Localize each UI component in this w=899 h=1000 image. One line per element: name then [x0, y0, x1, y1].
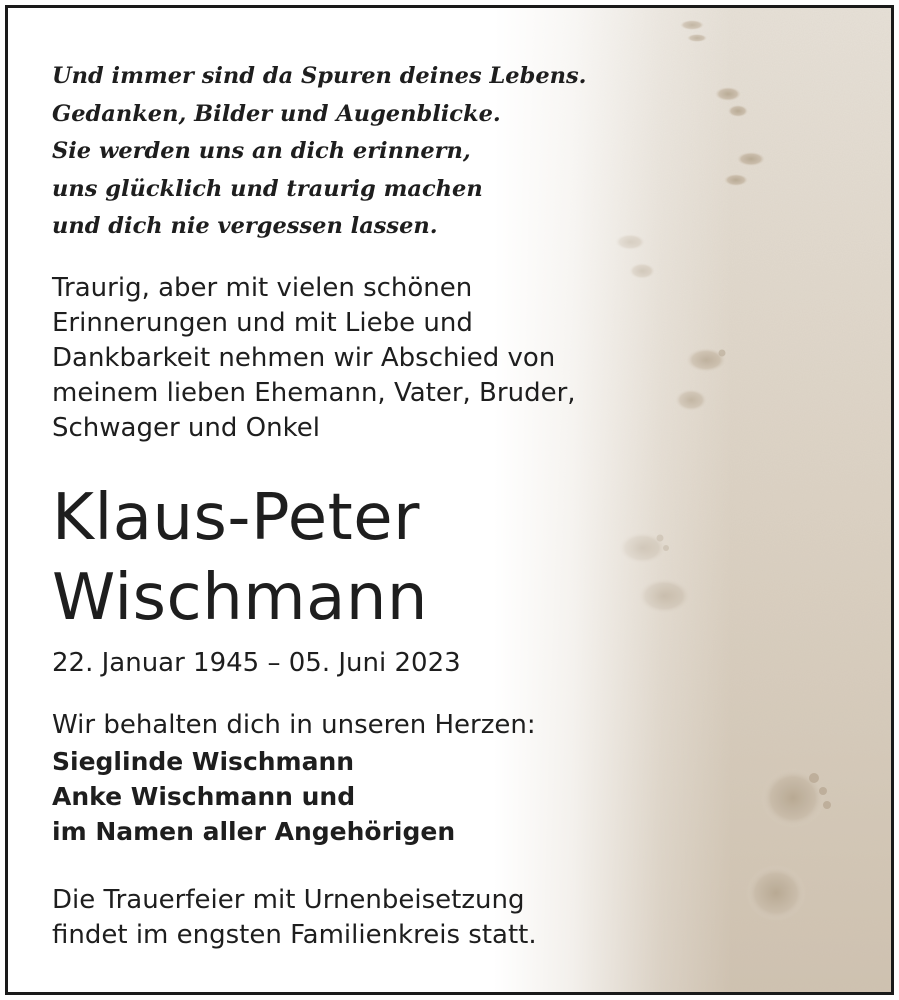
obituary-card	[5, 5, 894, 995]
mourners-list	[52, 744, 455, 849]
mourner-name: im Namen aller Angehörigen	[52, 817, 456, 846]
poem-line: Gedanken, Bilder und Augenblicke.	[52, 100, 501, 127]
funeral-line: findet im engsten Familienkreis statt.	[52, 920, 537, 950]
mourners-intro: Wir behalten dich in unseren Herzen:	[52, 710, 536, 740]
funeral-notice	[52, 883, 537, 953]
intro-line: meinem lieben Ehemann, Vater, Bruder,	[52, 378, 576, 408]
farewell-intro	[52, 271, 576, 446]
poem-line: Und immer sind da Spuren deines Lebens.	[52, 63, 587, 89]
mourner-name: Sieglinde Wischmann	[52, 747, 355, 776]
poem-line: Sie werden uns an dich erinnern,	[52, 138, 471, 164]
funeral-line: Die Trauerfeier mit Urnenbeisetzung	[52, 885, 525, 915]
poem-line: uns glücklich und traurig machen	[52, 175, 483, 202]
intro-line: Erinnerungen und mit Liebe und	[52, 308, 473, 338]
name-first: Klaus-Peter	[52, 481, 420, 555]
name-last: Wischmann	[52, 561, 428, 635]
intro-line: Schwager und Onkel	[52, 413, 320, 443]
intro-line: Traurig, aber mit vielen schönen	[52, 273, 473, 303]
deceased-name	[52, 478, 428, 638]
mourner-name: Anke Wischmann und	[52, 782, 356, 811]
memorial-poem	[52, 58, 587, 246]
intro-line: Dankbarkeit nehmen wir Abschied von	[52, 343, 556, 373]
poem-line: und dich nie vergessen lassen.	[52, 213, 438, 239]
life-dates: 22. Januar 1945 – 05. Juni 2023	[52, 648, 461, 678]
